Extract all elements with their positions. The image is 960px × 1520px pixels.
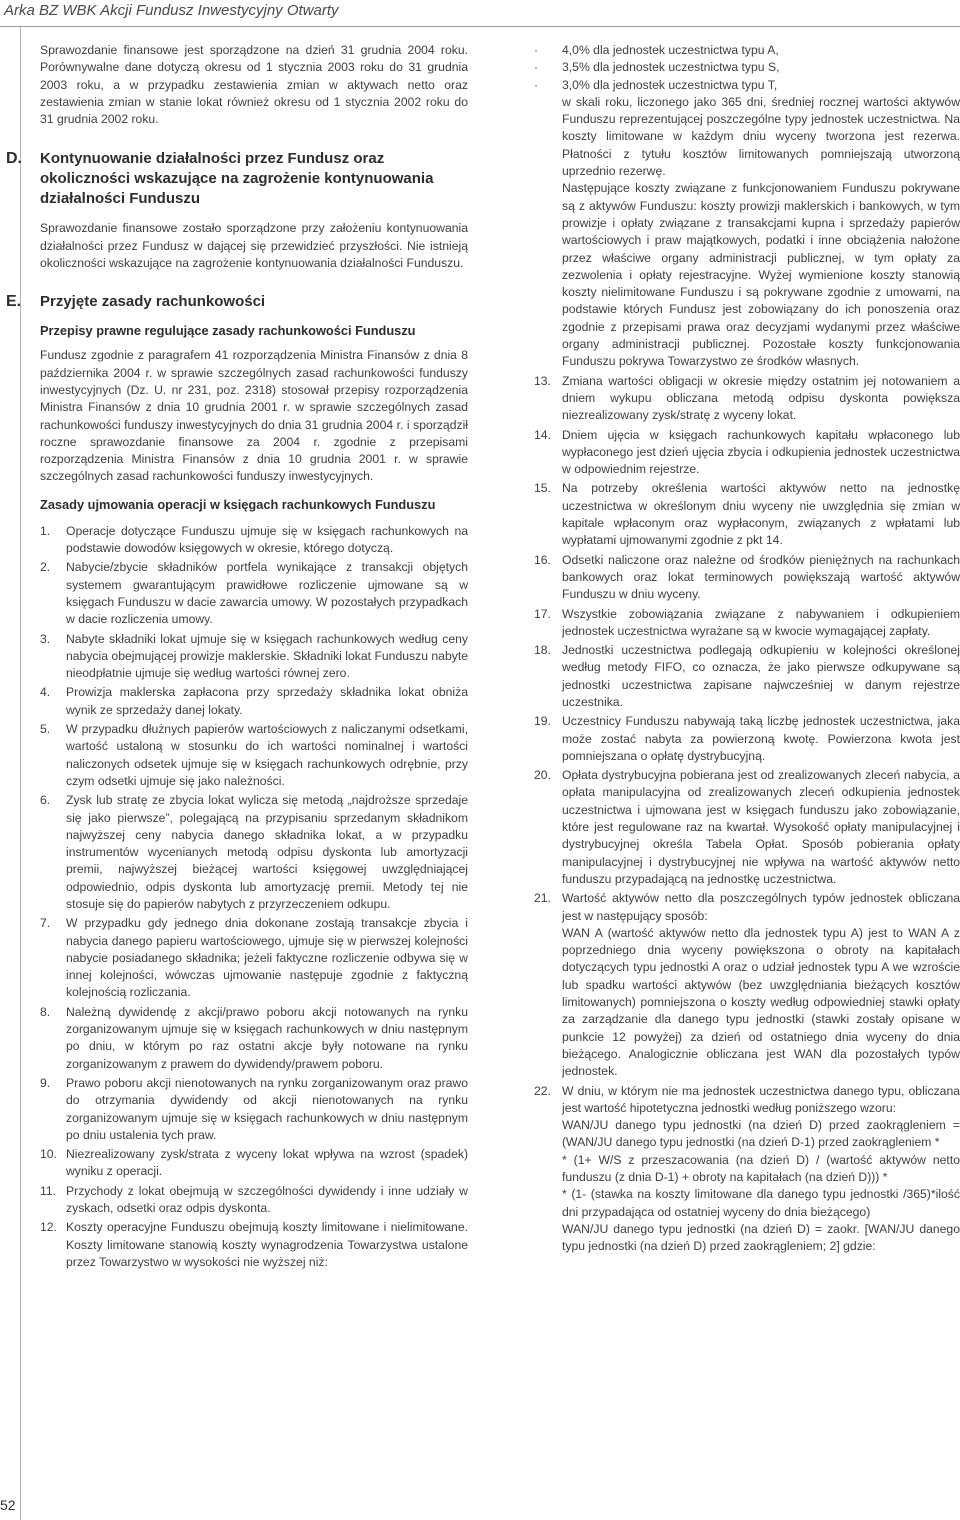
list-item <box>534 552 960 604</box>
list-item <box>40 915 468 1001</box>
list-item-text: Koszty operacyjne Funduszu obejmują koszty limitowane i nielimitowane. Koszty limitowane stanowią koszty wynagrodzenia Towarzystwa ustalone przez Towarzystwo w wysokości nie wyższej niż: <box>66 1220 468 1269</box>
list-item-number: 19. <box>534 714 551 729</box>
rules-list-right <box>534 373 960 1256</box>
bullet-text: 4,0% dla jednostek uczestnictwa typu A, <box>562 43 779 57</box>
list-item <box>40 684 468 719</box>
list-item <box>534 606 960 641</box>
section-d-letter: D. <box>6 150 22 168</box>
fee-bullet-s <box>534 59 960 76</box>
list-item-text: Nabyte składniki lokat ujmuje się w księgach rachunkowych według ceny nabycia obejmującej prowizje maklerskie. Składniki lokat Funduszu nabyte nieodpłatnie ujmuje się według wartości równej zero. <box>66 631 468 681</box>
formula-line-3: * (1- (stawka na koszty limitowane dla danego typu jednostki /365)*ilość dni przypadająca od ostatniej wyceny do dnia bieżącego) <box>562 1187 960 1219</box>
list-item <box>534 480 960 549</box>
formula-line-2: * (1+ W/S z przeszacowania (na dzień D) / (wartość aktywów netto funduszu (z dnia D-1) + obroty na kapitałach (na dzień D))) * <box>562 1152 960 1184</box>
list-item-text: Opłata dystrybucyjna pobierana jest od zrealizowanych zleceń nabycia, a opłata manipulacyjna od zrealizowanych zleceń odkupienia jednostek uczestnictwa i ujmowana jest w księgach funduszu jako zobowiązanie, które jest regulowane raz na kwartał. Wysokość opłaty manipulacyjnej i dystrybucyjnej określa Tabela Opłat. Sposób pobierania opłaty manipulacyjnej i dystrybucyjnej nie wpływa na wartość aktywów netto funduszu przypadającą na jednostkę uczestnictwa. <box>562 768 960 886</box>
list-item-number: 20. <box>534 768 551 783</box>
list-item-text: Dniem ujęcia w księgach rachunkowych kapitału wpłaconego lub wypłaconego jest dzień ujęcia zbycia i odkupienia jednostek uczestnictwa w odpowiednim rejestrze. <box>562 427 960 477</box>
list-item <box>40 559 468 628</box>
list-item-number: 1. <box>40 523 51 538</box>
list-item <box>534 713 960 765</box>
list-item <box>40 721 468 790</box>
list-item-number: 17. <box>534 606 551 621</box>
list-item-text: Prowizja maklerska zapłacona przy sprzedaży składnika lokat obniża wynik ze sprzedaży danej lokaty. <box>66 685 468 717</box>
section-e-letter: E. <box>6 293 22 311</box>
list-item-text: Przychody z lokat obejmują w szczególności dywidendy i inne udziały w zyskach, odsetki oraz odpis dyskonta. <box>66 1183 468 1216</box>
list-item-text: W przypadku dłużnych papierów wartościowych z naliczanymi odsetkami, wartość ustaloną w stosunku do ich wartości nominalnej i wartości naliczonych odsetek ujmuje się w księgach rachunkowych odrębnie, przy czym odsetki ujmuje się jako należności. <box>66 722 468 788</box>
section-e-subheading-rules: Zasady ujmowania operacji w księgach rachunkowych Funduszu <box>40 496 436 512</box>
rules-list-left <box>40 523 468 1271</box>
section-d-heading <box>6 149 468 209</box>
list-item-text: Operacje dotyczące Funduszu ujmuje się w księgach rachunkowych na podstawie dowodów księgowych w okresie, którego dotyczą. <box>66 523 468 556</box>
list-item-text: Zysk lub stratę ze zbycia lokat wylicza się metodą „najdroższe sprzedaje się jako pierwsze”, polegającą na przypisaniu sprzedanym składnikom najwyższej ceny nabycia danego składnika lokat, a w przypadku instrumentów wycenianych metodą odpisu dyskonta lub amortyzacji premii, najwyższej bieżącej wartości księgowej uwzględniającej odpowiednio, odpis dyskonta lub amortyzację premii. Metody tej nie stosuje się do papierów nabytych z przyrzeczeniem odkupu. <box>66 793 468 911</box>
margin-divider <box>20 27 21 1520</box>
list-item <box>40 1075 468 1144</box>
list-item-number: 11. <box>40 1183 57 1198</box>
fee-bullet-a <box>534 42 960 59</box>
list-item-text: Jednostki uczestnictwa podlegają odkupieniu w kolejności określonej według metody FIFO, co oznacza, że jako pierwsze odkupywane są jednostki uczestnictwa zapisane najwcześniej w danym rejestrze uczestnika. <box>562 643 960 709</box>
list-item <box>534 1083 960 1256</box>
bullet-dot: · <box>534 43 539 57</box>
list-item-text: Niezrealizowany zysk/strata z wyceny lokat wpływa na wzrost (spadek) wyniku z operacji. <box>66 1147 468 1179</box>
list-item <box>534 642 960 711</box>
page-number: 52 <box>0 1497 16 1513</box>
bullet-text: 3,0% dla jednostek uczestnictwa typu T, <box>562 77 778 92</box>
list-item <box>40 1183 468 1218</box>
list-item <box>534 767 960 888</box>
list-item-number: 8. <box>40 1004 51 1019</box>
bullet-text: 3,5% dla jednostek uczestnictwa typu S, <box>562 60 780 75</box>
section-e-subheading-laws: Przepisy prawne regulujące zasady rachunkowości Funduszu <box>40 323 416 339</box>
list-item-number: 15. <box>534 481 551 496</box>
fee-bullet-t <box>534 77 960 94</box>
list-item <box>40 523 468 558</box>
list-item-text: Zmiana wartości obligacji w okresie między ostatnim jej notowaniem a dniem wykupu obliczana metodą odpisu dyskonta powiększa niezrealizowany zysk/stratę z wyceny lokat. <box>562 373 960 423</box>
document-header <box>4 0 960 26</box>
left-column <box>6 42 468 1273</box>
list-item-text: Wszystkie zobowiązania związane z nabywaniem i odkupieniem jednostek uczestnictwa wyrażane są w kwocie wymagającej zapłaty. <box>562 606 960 638</box>
list-item-number: 12. <box>40 1220 57 1235</box>
section-e-laws-text: Fundusz zgodnie z paragrafem 41 rozporządzenia Ministra Finansów z dnia 8 października 2004 r. w sprawie szczególnych zasad rachunkowości funduszy inwestycyjnych (Dz. U. nr 231, poz. 2318) stosował przepisy rozporządzenia Ministra Finansów z dnia 10 grudnia 2001 r. w sprawie szczególnych zasad rachunkowości funduszy inwestycyjnych do dnia 31 grudnia 2004 r. i sporządził roczne sprawozdanie finansowe za 2004 r. zgodnie z przepisami rozporządzenia Ministra Finansów z dnia 10 grudnia 2001 r. w sprawie szczególnych zasad rachunkowości funduszy inwestycyjnych. <box>40 348 468 484</box>
list-item-number: 3. <box>40 631 51 646</box>
list-item-text: Nabycie/zbycie składników portfela wynikające z transakcji objętych systemem gwarantującym prawidłowe rozliczenie ujmowane są w księgach Funduszu w dacie zawarcia umowy. W pozostałych przypadkach w dacie rozliczenia umowy. <box>66 560 468 627</box>
bullet-dot: · <box>534 60 539 75</box>
list-item-text: Odsetki naliczone oraz należne od środków pieniężnych na rachunkach bankowych oraz lokat terminowych powiększają wartość aktywów Funduszu w dniu wyceny. <box>562 552 960 602</box>
list-item-number: 10. <box>40 1147 57 1162</box>
list-item-number: 13. <box>534 373 551 388</box>
formula-line-4: WAN/JU danego typu jednostki (na dzień D) = zaokr. [WAN/JU danego typu jednostki (na dzień D) przed zaokrągleniem; 2] gdzie: <box>562 1221 960 1254</box>
right-column <box>534 42 960 1257</box>
list-item <box>40 1146 468 1181</box>
list-item <box>40 631 468 683</box>
list-item-number: 14. <box>534 427 551 442</box>
section-e-title: Przyjęte zasady rachunkowości <box>40 293 266 311</box>
list-item-text: Prawo poboru akcji nienotowanych na rynku zorganizowanym oraz prawo do otrzymania dywidendy od akcji nienotowanych na rynku zorganizowanym ujmuje się w księgach rachunkowych w dniu następnym po dniu ustalenia tych praw. <box>66 1075 468 1142</box>
list-item-number: 18. <box>534 643 551 658</box>
list-item <box>534 373 960 425</box>
intro-paragraph: Sprawozdanie finansowe jest sporządzone na dzień 31 grudnia 2004 roku. Porównywalne dane dotyczą okresu od 1 stycznia 2003 roku do 31 grudnia 2003 roku, a w przypadku zestawienia zmian w aktywach netto oraz zestawienia zmian w stanie lokat również okresu od 1 stycznia 2002 roku do 31 grudnia 2002 roku. <box>40 43 468 127</box>
wan-a-formula-text: WAN A (wartość aktywów netto dla jednostek typu A) jest to WAN A z poprzedniego dnia wyceny powiększona o obroty na kapitałach dotyczących typu jednostki A oraz o udział jednostek typu A we wzroście lub spadku wartości aktywów (bez uwzględniania bieżących kosztów limitowanych) pomniejszona o koszty według odpowiedniej stawki opłaty za zarządzanie dla danego typu jednostki (stawki zostały opisane w punkcie 12 powyżej) za dzień od ostatniego dnia wyceny do dnia bieżącego. Analogicznie obliczana jest WAN dla pozostałych typów jednostek. <box>562 925 960 1079</box>
list-item <box>534 890 960 1080</box>
section-d-text: Sprawozdanie finansowe zostało sporządzone przy założeniu kontynuowania działalności przez Fundusz w dającej się przewidzieć przyszłości. Nie istnieją okoliczności wskazujące na zagrożenie kontynuowania działalności Funduszu. <box>40 221 468 271</box>
header-divider <box>0 26 960 27</box>
list-item-text: W dniu, w którym nie ma jednostek uczestnictwa danego typu, obliczana jest wartość hipotetyczna jednostki według poniższego wzoru: <box>562 1083 960 1115</box>
section-e-heading <box>6 292 468 312</box>
list-item-text: Wartość aktywów netto dla poszczególnych typów jednostek obliczana jest w następujący sposób: <box>562 891 960 923</box>
list-item <box>40 792 468 913</box>
section-d-title: Kontynuowanie działalności przez Fundusz oraz okoliczności wskazujące na zagrożenie kontynuowania działalności Funduszu <box>40 150 434 208</box>
list-item-text: Uczestnicy Funduszu nabywają taką liczbę jednostek uczestnictwa, jaka może zostać nabyta za powierzoną kwotę. Powierzona kwota jest pomniejszana o opłatę dystrybucyjną. <box>562 714 960 763</box>
list-item-number: 16. <box>534 552 551 567</box>
unlimited-costs-paragraph: Następujące koszty związane z funkcjonowaniem Funduszu pokrywane są z aktywów Funduszu: koszty prowizji maklerskich i bankowych, w tym prowizje i opłaty związane z transakcjami kupna i sprzedaży papierów wartościowych i praw majątkowych, podatki i inne obciążenia nałożone przez właściwe organy administracji publicznej, w tym opłaty za zezwolenia i opłaty rejestracyjne. Wyżej wymienione koszty stanowią koszty nielimitowane Funduszu i są pokrywane zgodnie z umowami, na podstawie których Fundusz jest zobowiązany do ich ponoszenia oraz zgodnie z przepisami prawa oraz decyzjami wydanymi przez właściwe organy administracji publicznej. Pozostałe koszty funkcjonowania Funduszu pokrywa Towarzystwo ze środków własnych. <box>562 181 960 369</box>
list-item-number: 2. <box>40 560 51 575</box>
list-item-text: Na potrzeby określenia wartości aktywów netto na jednostkę uczestnictwa w określonym dniu wyceny nie uwzględnia się zmian w kapitale wpłaconym oraz wypłaconym, związanych z wpłatami lub wypłatami ujmowanymi zgodnie z pkt 14. <box>562 481 960 548</box>
bullet-dot: · <box>534 77 539 92</box>
list-item-number: 22. <box>534 1083 551 1098</box>
list-item <box>40 1004 468 1073</box>
list-item-number: 21. <box>534 891 551 906</box>
list-item <box>40 1219 468 1271</box>
list-item <box>534 427 960 479</box>
list-item-number: 7. <box>40 916 51 931</box>
list-item-number: 5. <box>40 722 51 737</box>
list-item-number: 6. <box>40 793 51 808</box>
list-item-text: Należną dywidendę z akcji/prawo poboru akcji notowanych na rynku zorganizowanym ujmuje się w księgach rachunkowych w dniu następnym po dniu, w którym po raz ostatni akcje były notowane na rynku zorganizowanym z prawem do dywidendy/prawem poboru. <box>66 1004 468 1071</box>
limited-costs-paragraph: w skali roku, liczonego jako 365 dni, średniej rocznej wartości aktywów Funduszu reprezentującej poszczególne typy jednostek uczestnictwa. Na koszty limitowane w każdym dniu wyceny tworzona jest rezerwa. Płatności z tytułu kosztów limitowanych pomniejszają utworzoną uprzednio rezerwę. <box>562 94 960 179</box>
header-title: Arka BZ WBK Akcji Fundusz Inwestycyjny Otwarty <box>4 2 339 19</box>
formula-line-1: WAN/JU danego typu jednostki (na dzień D) przed zaokrągleniem = (WAN/JU danego typu jednostki (na dzień D-1) przed zaokrągleniem * <box>562 1118 960 1150</box>
list-item-number: 4. <box>40 685 51 700</box>
list-item-number: 9. <box>40 1075 51 1090</box>
list-item-text: W przypadku gdy jednego dnia dokonane zostają transakcje zbycia i nabycia danego papieru wartościowego, ujmuje się w pierwszej kolejności nabycie posiadanego składnika; jeżeli faktyczne rozliczenie odbywa się w innej kolejności, wówczas ujmowanie następuje zgodnie z faktyczną kolejnością rozliczania. <box>66 916 468 1000</box>
